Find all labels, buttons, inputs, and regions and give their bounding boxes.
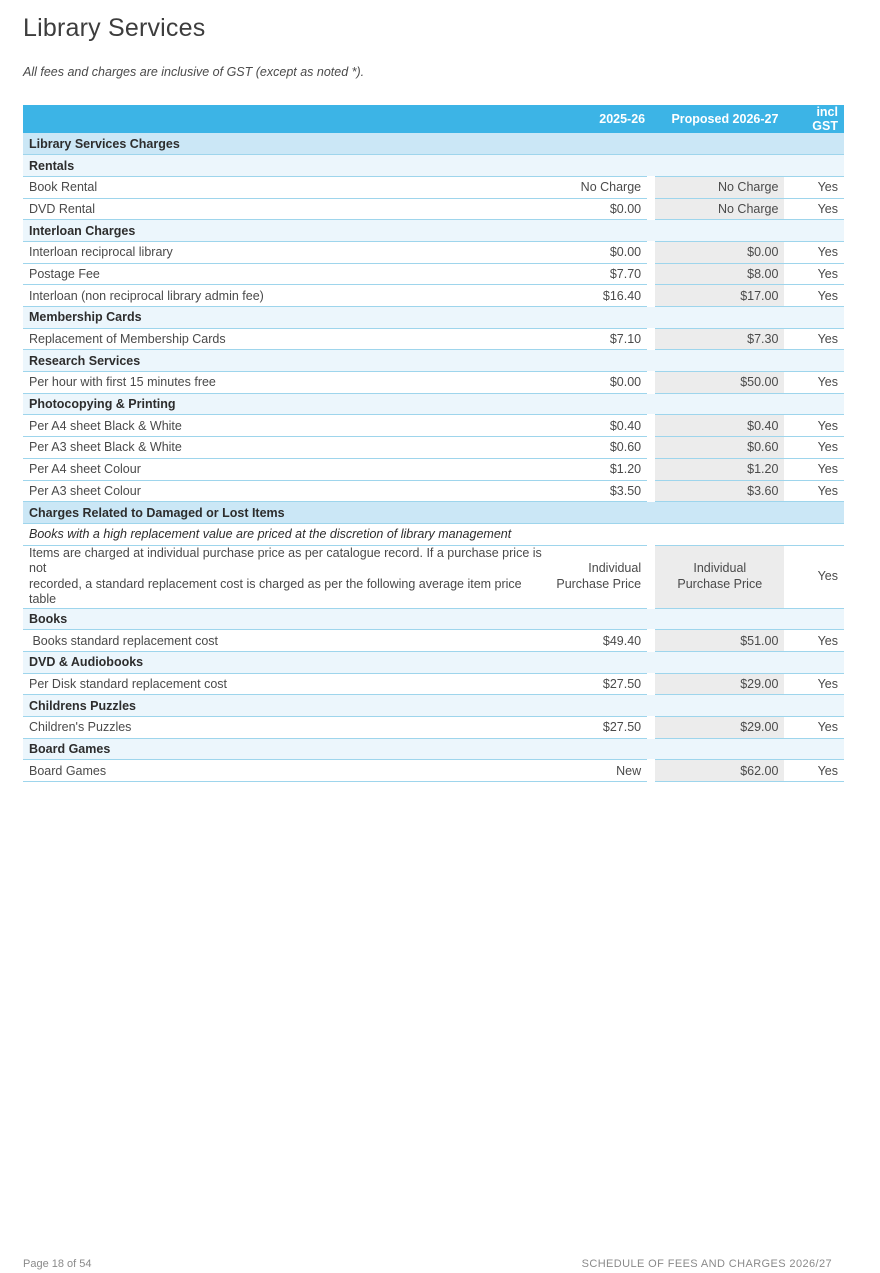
proposed-year-header: Proposed 2026-27 bbox=[651, 105, 784, 133]
fee-description: Per A3 sheet Black & White bbox=[23, 437, 550, 459]
fee-proposed-value: $62.00 bbox=[651, 760, 784, 782]
gst-note: All fees and charges are inclusive of GST (except as noted *). bbox=[23, 65, 365, 79]
fee-prev-value: $27.50 bbox=[550, 673, 651, 695]
fee-gst: Yes bbox=[784, 673, 844, 695]
table-row bbox=[23, 328, 844, 350]
fee-description: Per A3 sheet Colour bbox=[23, 480, 550, 502]
fee-gst: Yes bbox=[784, 328, 844, 350]
fee-gst: Yes bbox=[784, 458, 844, 480]
table-row bbox=[23, 717, 844, 739]
table-row bbox=[23, 673, 844, 695]
fee-prev-value: $7.70 bbox=[550, 263, 651, 285]
fee-description: DVD Rental bbox=[23, 198, 550, 220]
table-row-note bbox=[23, 523, 844, 545]
fee-gst: Yes bbox=[784, 372, 844, 394]
fee-prev-value: $16.40 bbox=[550, 285, 651, 307]
table-row-subsection bbox=[23, 738, 844, 760]
fee-description: Per A4 sheet Black & White bbox=[23, 415, 550, 437]
table-row bbox=[23, 437, 844, 459]
fee-prev-value: $0.40 bbox=[550, 415, 651, 437]
section-label: Library Services Charges bbox=[23, 133, 651, 155]
table-row bbox=[23, 263, 844, 285]
table-row bbox=[23, 630, 844, 652]
fee-proposed-value: $0.40 bbox=[651, 415, 784, 437]
fee-proposed-value: $50.00 bbox=[651, 372, 784, 394]
table-row bbox=[23, 760, 844, 782]
section-label: Charges Related to Damaged or Lost Items bbox=[23, 502, 651, 524]
subsection-label: Research Services bbox=[23, 350, 651, 372]
fee-proposed-value: No Charge bbox=[651, 198, 784, 220]
subsection-label: DVD & Audiobooks bbox=[23, 651, 651, 673]
table-row-subsection bbox=[23, 307, 844, 329]
table-row-subsection bbox=[23, 651, 844, 673]
fee-description: Children's Puzzles bbox=[23, 717, 550, 739]
fee-prev-value: $3.50 bbox=[550, 480, 651, 502]
fee-proposed-value: $8.00 bbox=[651, 263, 784, 285]
subsection-label: Board Games bbox=[23, 738, 651, 760]
table-row-section bbox=[23, 502, 844, 524]
fee-gst: Yes bbox=[784, 263, 844, 285]
gst-header: incl GST bbox=[784, 105, 844, 133]
subsection-label: Childrens Puzzles bbox=[23, 695, 651, 717]
fee-proposed-value: No Charge bbox=[651, 176, 784, 198]
fee-gst: Yes bbox=[784, 285, 844, 307]
table-row bbox=[23, 198, 844, 220]
table-header-row bbox=[23, 105, 844, 133]
fee-prev-value: $27.50 bbox=[550, 717, 651, 739]
page-number: Page 18 of 54 bbox=[23, 1258, 92, 1270]
fee-description: Per Disk standard replacement cost bbox=[23, 673, 550, 695]
fee-proposed-value: $17.00 bbox=[651, 285, 784, 307]
table-row bbox=[23, 241, 844, 263]
fee-prev-value: $0.00 bbox=[550, 372, 651, 394]
fee-proposed-value: $0.60 bbox=[651, 437, 784, 459]
note-text: Books with a high replacement value are priced at the discretion of library management bbox=[23, 523, 844, 545]
fee-proposed-value: $7.30 bbox=[651, 328, 784, 350]
fee-description: Items are charged at individual purchase price as per catalogue record. If a purchase price is not recorded, a standard replacement cost is charged as per the following average item price table bbox=[23, 545, 550, 608]
fee-description: Per A4 sheet Colour bbox=[23, 458, 550, 480]
fee-prev-value: $0.00 bbox=[550, 241, 651, 263]
description-header bbox=[23, 105, 550, 133]
fee-prev-value: $0.00 bbox=[550, 198, 651, 220]
fee-description: Postage Fee bbox=[23, 263, 550, 285]
table-row bbox=[23, 285, 844, 307]
fee-prev-value: $7.10 bbox=[550, 328, 651, 350]
table-row-subsection bbox=[23, 155, 844, 177]
fee-proposed-value: $51.00 bbox=[651, 630, 784, 652]
table-row bbox=[23, 372, 844, 394]
fee-prev-value: New bbox=[550, 760, 651, 782]
fee-gst: Yes bbox=[784, 176, 844, 198]
fee-description: Interloan reciprocal library bbox=[23, 241, 550, 263]
fee-proposed-value: $1.20 bbox=[651, 458, 784, 480]
fee-prev-value: Individual Purchase Price bbox=[550, 545, 651, 608]
table-row-subsection bbox=[23, 393, 844, 415]
subsection-label: Books bbox=[23, 608, 651, 630]
fee-gst: Yes bbox=[784, 630, 844, 652]
fee-proposed-value: Individual Purchase Price bbox=[651, 545, 784, 608]
fee-proposed-value: $3.60 bbox=[651, 480, 784, 502]
fee-prev-value: $49.40 bbox=[550, 630, 651, 652]
fee-gst: Yes bbox=[784, 717, 844, 739]
fee-proposed-value: $29.00 bbox=[651, 717, 784, 739]
table-row bbox=[23, 176, 844, 198]
fees-table bbox=[23, 105, 844, 782]
fee-gst: Yes bbox=[784, 760, 844, 782]
fee-description: Replacement of Membership Cards bbox=[23, 328, 550, 350]
table-row bbox=[23, 415, 844, 437]
subsection-label: Membership Cards bbox=[23, 307, 651, 329]
table-row-section bbox=[23, 133, 844, 155]
fee-description: Interloan (non reciprocal library admin fee) bbox=[23, 285, 550, 307]
page-title: Library Services bbox=[23, 14, 206, 42]
fee-prev-value: $1.20 bbox=[550, 458, 651, 480]
fee-description: Books standard replacement cost bbox=[23, 630, 550, 652]
fee-gst: Yes bbox=[784, 241, 844, 263]
fee-gst: Yes bbox=[784, 198, 844, 220]
subsection-label: Interloan Charges bbox=[23, 220, 651, 242]
table-row-subsection bbox=[23, 695, 844, 717]
fee-gst: Yes bbox=[784, 545, 844, 608]
table-row bbox=[23, 458, 844, 480]
table-row-subsection bbox=[23, 608, 844, 630]
fee-proposed-value: $29.00 bbox=[651, 673, 784, 695]
fees-table-body bbox=[23, 133, 844, 782]
fee-gst: Yes bbox=[784, 480, 844, 502]
fee-gst: Yes bbox=[784, 437, 844, 459]
subsection-label: Rentals bbox=[23, 155, 651, 177]
prev-year-header: 2025-26 bbox=[550, 105, 651, 133]
table-row bbox=[23, 545, 844, 608]
fee-prev-value: $0.60 bbox=[550, 437, 651, 459]
fee-description: Per hour with first 15 minutes free bbox=[23, 372, 550, 394]
fee-gst: Yes bbox=[784, 415, 844, 437]
table-row-subsection bbox=[23, 350, 844, 372]
fee-description: Board Games bbox=[23, 760, 550, 782]
table-row bbox=[23, 480, 844, 502]
fee-description: Book Rental bbox=[23, 176, 550, 198]
subsection-label: Photocopying & Printing bbox=[23, 393, 651, 415]
document-title: SCHEDULE OF FEES AND CHARGES 2026/27 bbox=[581, 1258, 832, 1270]
fee-prev-value: No Charge bbox=[550, 176, 651, 198]
table-row-subsection bbox=[23, 220, 844, 242]
fee-proposed-value: $0.00 bbox=[651, 241, 784, 263]
